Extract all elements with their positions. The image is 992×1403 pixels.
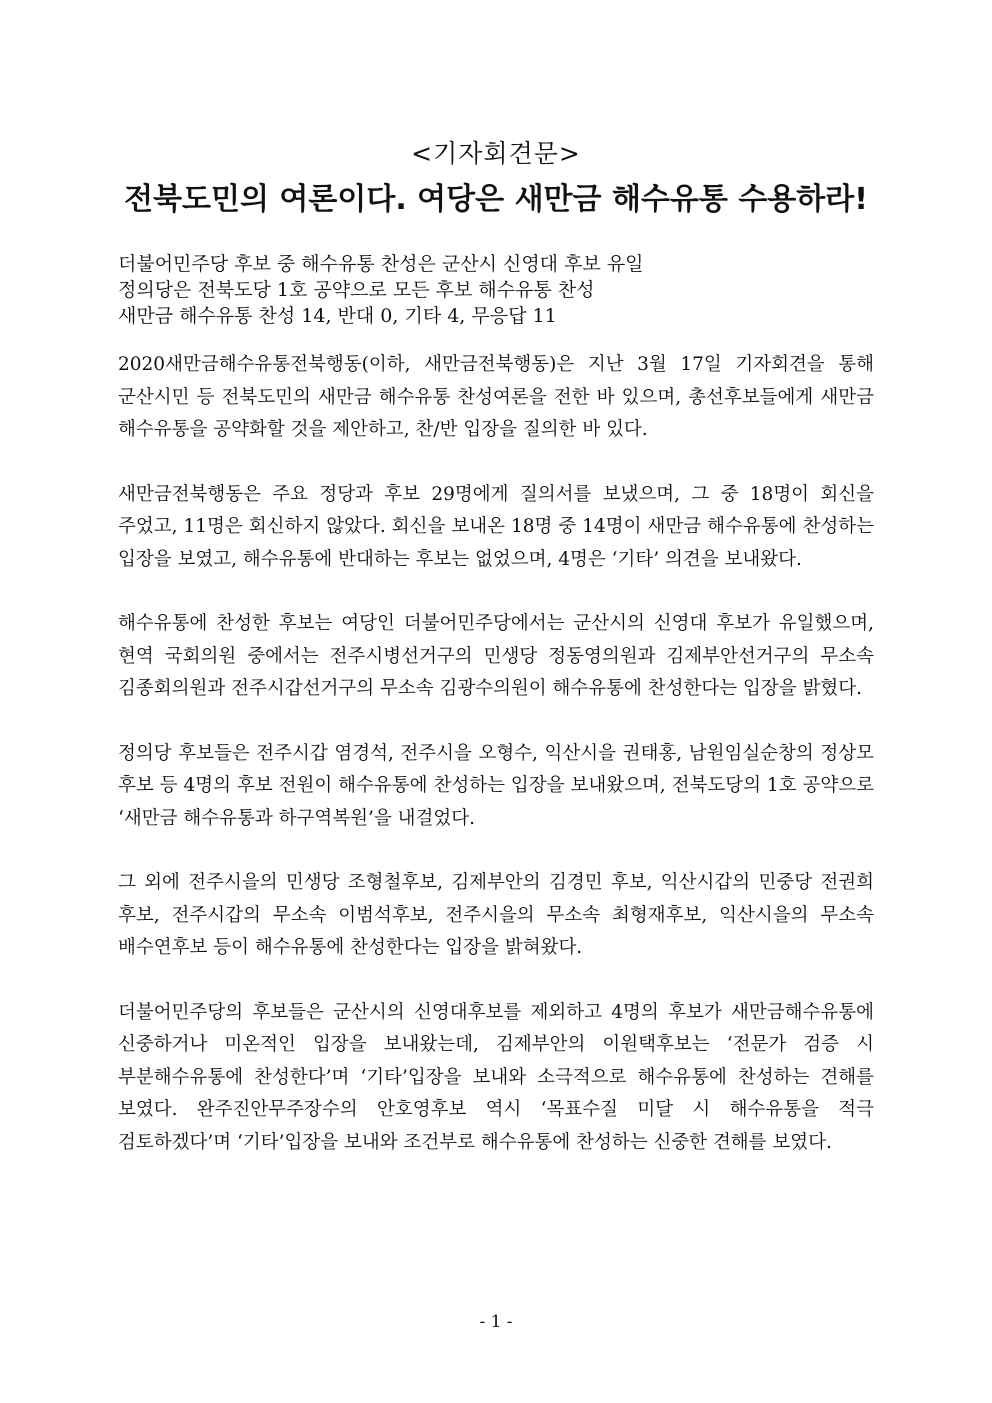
subheadline-block xyxy=(118,251,878,329)
subheadline: 새만금 해수유통 찬성 14, 반대 0, 기타 4, 무응답 11 xyxy=(118,305,557,327)
body-paragraph: 정의당 후보들은 전주시갑 염경석, 전주시을 오형수, 익산시을 권태홍, 남원임실순창의 정상모 후보 등 4명의 후보 전원이 해수유통에 찬성하는 입장을 보내왔으며, 전북도당의 1호 공약으로 ‘새만금 해수유통과 하구역복원’을 내걸었다. xyxy=(118,742,874,829)
page-number: - 1 - xyxy=(479,1312,513,1332)
body-paragraph: 새만금전북행동은 주요 정당과 후보 29명에게 질의서를 보냈으며, 그 중 18명이 회신을 주었고, 11명은 회신하지 않았다. 회신을 보내온 18명 중 14명이 새만금 해수유통에 찬성하는 입장을 보였고, 해수유통에 반대하는 후보는 없었으며, 4명은 ‘기타’ 의견을 보내왔다. xyxy=(118,483,874,570)
body-paragraph: 해수유통에 찬성한 후보는 여당인 더불어민주당에서는 군산시의 신영대 후보가 유일했으며, 현역 국회의원 중에서는 전주시병선거구의 민생당 정동영의원과 김제부안선거구의 무소속 김종회의원과 전주시갑선거구의 무소속 김광수의원이 해수유통에 찬성한다는 입장을 밝혔다. xyxy=(118,613,874,699)
press-release-headline: 전북도민의 여론이다. 여당은 새만금 해수유통 수용하라! xyxy=(124,182,868,217)
body-text xyxy=(118,349,874,1191)
subheadline: 더불어민주당 후보 중 해수유통 찬성은 군산시 신영대 후보 유일 xyxy=(118,253,644,275)
document-type-label: <기자회견문> xyxy=(411,139,581,168)
subheadline: 정의당은 전북도당 1호 공약으로 모든 후보 해수유통 찬성 xyxy=(118,279,595,301)
body-paragraph: 더불어민주당의 후보들은 군산시의 신영대후보를 제외하고 4명의 후보가 새만금해수유통에 신중하거나 미온적인 입장을 보내왔는데, 김제부안의 이원택후보는 ‘전문가 검증 시 부분해수유통에 찬성한다’며 ‘기타’입장을 보내와 소극적으로 해수유통에 찬성하는 견해를 보였다. 완주진안무주장수의 안호영후보 역시 ‘목표수질 미달 시 해수유통을 적극 검토하겠다’며 ‘기타’입장을 보내와 조건부로 해수유통에 찬성하는 신중한 견해를 보였다. xyxy=(118,1001,874,1153)
body-paragraph: 그 외에 전주시을의 민생당 조형철후보, 김제부안의 김경민 후보, 익산시갑의 민중당 전권희 후보, 전주시갑의 무소속 이범석후보, 전주시을의 무소속 최형재후보, 익산시을의 무소속 배수연후보 등이 해수유통에 찬성한다는 입장을 밝혀왔다. xyxy=(118,872,874,958)
body-paragraph: 2020새만금해수유통전북행동(이하, 새만금전북행동)은 지난 3월 17일 기자회견을 통해 군산시민 등 전북도민의 새만금 해수유통 찬성여론을 전한 바 있으며, 총선후보들에게 새만금 해수유통을 공약화할 것을 제안하고, 찬/반 입장을 질의한 바 있다. xyxy=(118,354,874,440)
